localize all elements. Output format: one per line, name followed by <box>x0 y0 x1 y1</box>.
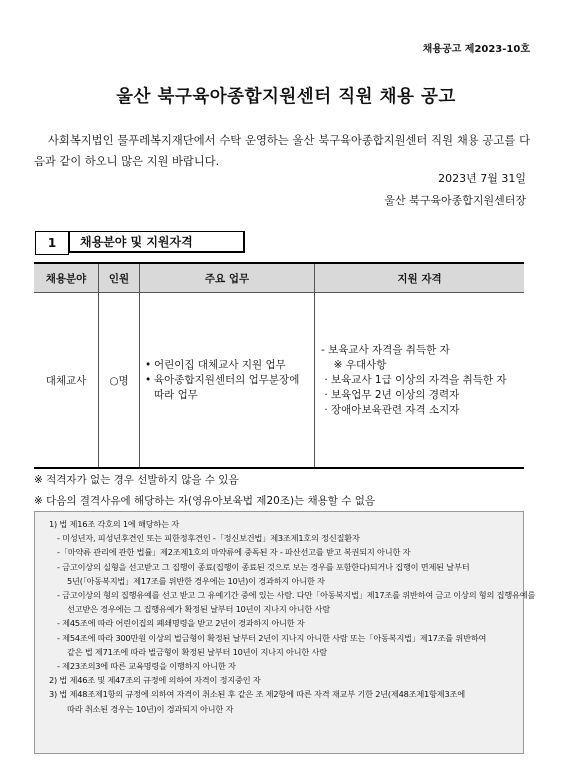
table-row <box>34 293 524 469</box>
disqualification-line: - 제45조에 따라 어린이집의 폐쇄명령을 받고 2년이 경과하지 아니한 자 <box>57 618 305 629</box>
disqualification-line: - 제23조의3에 따른 교육명령을 이행하지 아니한 자 <box>57 661 236 672</box>
section-title-box: 채용분야 및 지원자격 <box>69 231 245 253</box>
qualification-line: ※ 우대사항 <box>327 358 387 371</box>
duty-item: • 육아종합지원센터의 업무분장에 따라 업무 <box>154 373 310 403</box>
notice-date: 2023년 7월 31일 <box>438 172 526 185</box>
cell-qualifications <box>315 293 525 469</box>
disqualification-line: - 제54조에 따라 300만원 이상의 벌금형이 확정된 날부터 2년이 지나지 아니한 사람 또는「아동복지법」제17조를 위반하여 <box>57 632 487 643</box>
disqualification-box <box>34 511 536 754</box>
cell-field: 대체교사 <box>34 293 99 469</box>
note-no-candidate: ※ 적격자가 없는 경우 선발하지 않을 수 있음 <box>34 474 239 486</box>
notice-number: 채용공고 제2023-10호 <box>422 44 530 55</box>
note-disqualification: ※ 다음의 결격사유에 해당하는 자(영유아보육법 제20조)는 채용할 수 없음 <box>34 495 376 507</box>
disqualification-line: 따라 취소된 경우는 10년)이 경과되지 아니한 자 <box>67 703 234 714</box>
disqualification-line: 선고받은 경우에는 그 집행유예가 확정된 날부터 10년이 지나지 아니한 사람 <box>67 604 330 615</box>
page-title: 울산 북구육아종합지원센터 직원 채용 공고 <box>116 87 456 107</box>
qualification-line: · 보육업무 2년 이상의 경력자 <box>321 388 460 401</box>
disqualification-line: 1) 법 제16조 각호의 1에 해당하는 자 <box>49 519 179 529</box>
disqualification-line: 5년(「아동복지법」제17조를 위반한 경우에는 10년)이 경과하지 아니한 자 <box>67 575 325 586</box>
header-field: 채용분야 <box>34 263 99 293</box>
qualification-line: - 보육교사 자격을 취득한 자 <box>321 343 450 356</box>
disqualification-line: - 금고이상의 형의 집행유예를 선고 받고 그 유예기간 중에 있는 사람. 다만「아동복지법」제17조를 위반하여 금고 이상의 형의 집행유예를 <box>57 590 536 601</box>
cell-duties <box>140 293 315 469</box>
duty-item: • 어린이집 대체교사 지원 업무 <box>154 358 310 373</box>
disqualification-line: -「마약류 관리에 관한 법률」제2조제1호의 마약류에 중독된 자 - 파산선고를 받고 복권되지 아니한 자 <box>57 547 411 558</box>
disqualification-line: 3) 법 제48조제1항의 규정에 의하여 자격이 취소된 후 같은 조 제2항에 따른 자격 재교부 기한 2년(제48조제1항제3조에 <box>49 689 465 700</box>
qualification-line: · 보육교사 1급 이상의 자격을 취득한 자 <box>321 373 507 386</box>
header-duties: 주요 업무 <box>140 263 315 293</box>
cell-count: ○명 <box>99 293 140 469</box>
section-number-box: 1 <box>35 231 69 255</box>
qualification-line: · 장애아보육관련 자격 소지자 <box>321 403 460 416</box>
intro-paragraph: 사회복지법인 물푸레복지재단에서 수탁 운영하는 울산 북구육아종합지원센터 직원 채용 공고를 다음과 같이 하오니 많은 지원 바랍니다. <box>34 134 530 168</box>
disqualification-line: 2) 법 제46조 및 제47조의 규정에 의하여 자격이 정지중인 자 <box>49 675 261 686</box>
job-table <box>34 262 524 469</box>
disqualification-line: - 금고이상의 실형을 선고받고 그 집행이 종료(집행이 종료된 것으로 보는 경우를 포함한다)되거나 집행이 면제된 날부터 <box>57 561 470 572</box>
disqualification-line: 같은 법 제71조에 따라 벌금형이 확정된 날부터 10년이 지나지 아니한 사람 <box>67 646 327 657</box>
issuer-name: 울산 북구육아종합지원센터장 <box>384 194 526 207</box>
header-count: 인원 <box>99 263 140 293</box>
table-header-row <box>34 263 524 293</box>
disqualification-line: - 미성년자, 피성년후견인 또는 피한정후견인 -「정신보건법」제3조제1호의 정신질환자 <box>57 533 360 544</box>
header-qualifications: 지원 자격 <box>315 263 525 293</box>
